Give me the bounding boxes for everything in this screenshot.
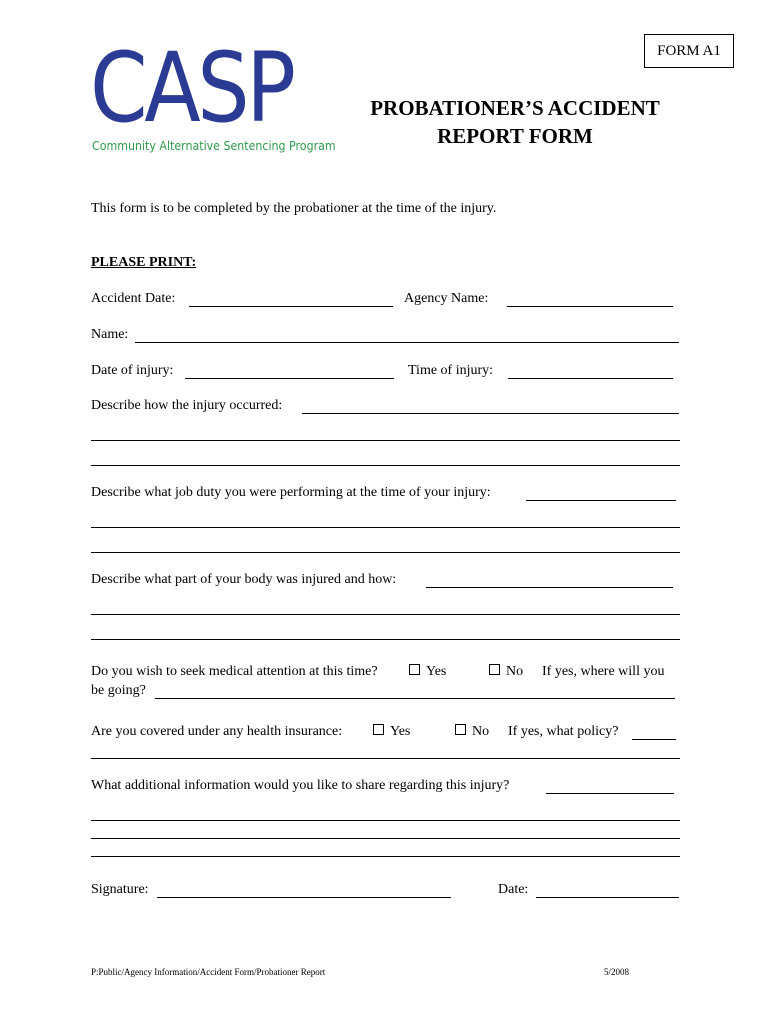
medical-question-label: Do you wish to seek medical attention at this time?: [91, 664, 378, 679]
additional-info-line-4[interactable]: [91, 856, 680, 857]
describe-duty-label: Describe what job duty you were performing at the time of your injury:: [91, 485, 491, 500]
date-of-injury-field[interactable]: [185, 365, 394, 379]
logo-subtitle: Community Alternative Sentencing Program: [92, 139, 336, 153]
signature-field[interactable]: [157, 884, 451, 898]
describe-duty-field[interactable]: [526, 487, 676, 501]
medical-where-field[interactable]: [155, 685, 675, 699]
footer-path: P:Public/Agency Information/Accident Form/Probationer Report: [91, 967, 326, 977]
insurance-policy-line-2[interactable]: [91, 758, 680, 759]
title-line-2: REPORT FORM: [437, 124, 593, 148]
accident-date-label: Accident Date:: [91, 291, 176, 306]
describe-injury-field[interactable]: [302, 400, 679, 414]
agency-name-label: Agency Name:: [404, 291, 489, 306]
form-title: [350, 94, 680, 150]
please-print-heading: PLEASE PRINT:: [91, 255, 197, 270]
medical-no-checkbox[interactable]: [489, 664, 500, 675]
additional-info-field[interactable]: [546, 780, 674, 794]
describe-duty-line-3[interactable]: [91, 552, 680, 553]
describe-duty-line-2[interactable]: [91, 527, 680, 528]
insurance-policy-label: If yes, what policy?: [508, 724, 619, 739]
insurance-no-label: No: [472, 724, 490, 739]
date-label: Date:: [498, 882, 529, 897]
casp-logo: [90, 32, 350, 160]
medical-yes-option[interactable]: [409, 664, 446, 680]
name-field[interactable]: [135, 329, 679, 343]
form-id-box: [644, 34, 734, 68]
form-id: FORM A1: [657, 43, 721, 59]
additional-info-line-3[interactable]: [91, 838, 680, 839]
describe-body-field[interactable]: [426, 574, 673, 588]
intro-text: This form is to be completed by the probationer at the time of the injury.: [91, 201, 497, 216]
insurance-yes-option[interactable]: [373, 724, 410, 740]
time-of-injury-field[interactable]: [508, 365, 673, 379]
describe-injury-line-3[interactable]: [91, 465, 680, 466]
title-line-1: PROBATIONER’S ACCIDENT: [370, 96, 660, 120]
medical-no-option[interactable]: [489, 664, 523, 680]
medical-where-cont-label: be going?: [91, 683, 146, 698]
agency-name-field[interactable]: [507, 293, 673, 307]
date-field[interactable]: [536, 884, 679, 898]
insurance-no-option[interactable]: [455, 724, 489, 740]
date-of-injury-label: Date of injury:: [91, 363, 174, 378]
footer-version: 5/2008: [604, 967, 630, 977]
insurance-no-checkbox[interactable]: [455, 724, 466, 735]
describe-body-label: Describe what part of your body was injured and how:: [91, 572, 397, 587]
describe-body-line-2[interactable]: [91, 614, 680, 615]
logo-text: CASP: [90, 32, 293, 144]
insurance-question-label: Are you covered under any health insurance:: [91, 724, 343, 739]
insurance-policy-field[interactable]: [632, 726, 676, 740]
additional-info-label: What additional information would you like to share regarding this injury?: [91, 778, 510, 793]
accident-date-field[interactable]: [189, 293, 393, 307]
medical-no-label: No: [506, 664, 524, 679]
describe-body-line-3[interactable]: [91, 639, 680, 640]
signature-label: Signature:: [91, 882, 149, 897]
additional-info-line-2[interactable]: [91, 820, 680, 821]
medical-yes-checkbox[interactable]: [409, 664, 420, 675]
describe-injury-label: Describe how the injury occurred:: [91, 398, 283, 413]
insurance-yes-label: Yes: [390, 724, 411, 739]
insurance-yes-checkbox[interactable]: [373, 724, 384, 735]
medical-where-label: If yes, where will you: [542, 664, 665, 679]
medical-yes-label: Yes: [426, 664, 447, 679]
describe-injury-line-2[interactable]: [91, 440, 680, 441]
time-of-injury-label: Time of injury:: [408, 363, 494, 378]
name-label: Name:: [91, 327, 129, 342]
